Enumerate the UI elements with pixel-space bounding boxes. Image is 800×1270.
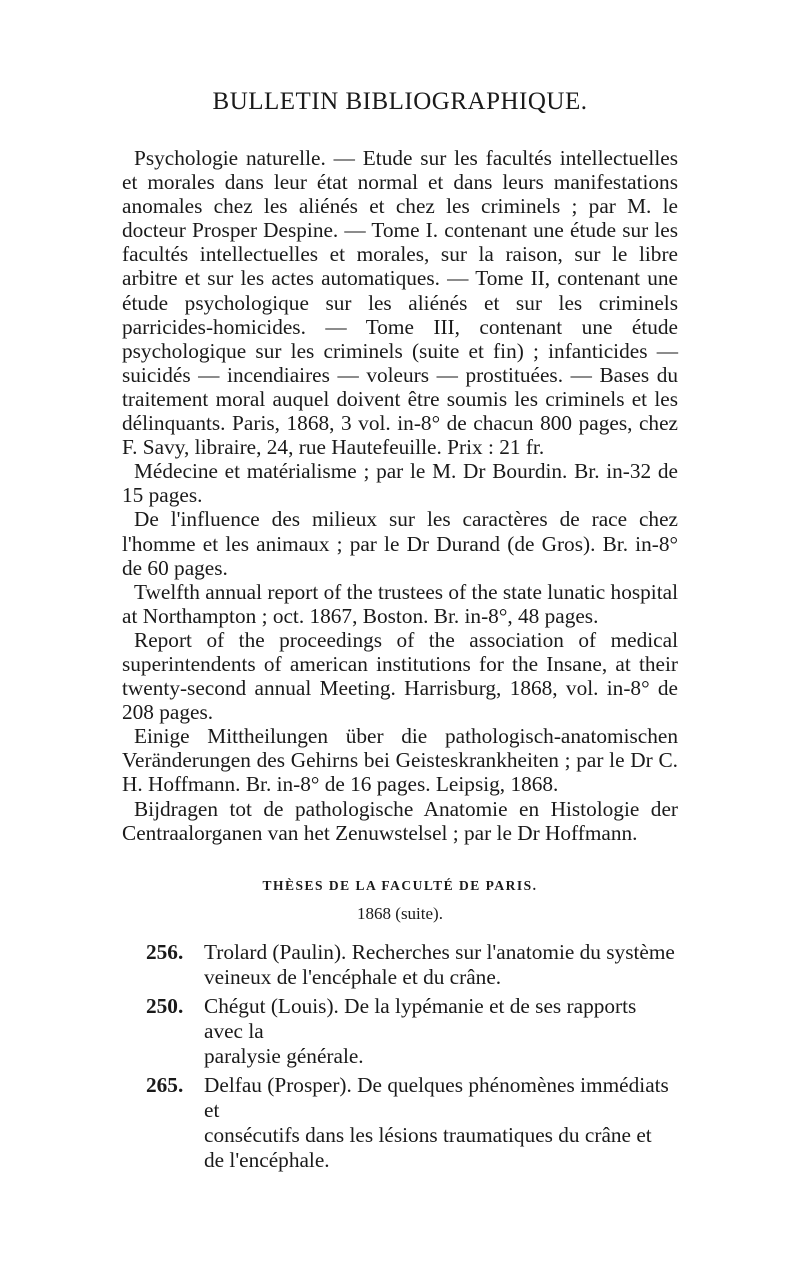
- entry-medecine-materialisme: Médecine et matérialisme ; par le M. Dr Bourdin. Br. in-32 de 15 pages.: [122, 459, 678, 508]
- thesis-text-line1: Trolard (Paulin). Recherches sur l'anatomie du système: [204, 940, 675, 964]
- section-title: THÈSES DE LA FACULTÉ DE PARIS.: [262, 878, 538, 893]
- thesis-number: 250.: [146, 994, 184, 1018]
- entry-twelfth-annual-report: Twelfth annual report of the trustees of the state lunatic hospital at Northampton ; oct. 1867, Boston. Br. in-8°, 48 pages.: [122, 579, 678, 628]
- thesis-number: 265.: [146, 1073, 184, 1097]
- entry-report-proceedings: Report of the proceedings of the association of medical superintendents of american institutions for the Insane, at their twenty-second annual Meeting. Harrisburg, 1868, vol. in-8° de 208 pages.: [122, 627, 678, 725]
- thesis-number: 256.: [146, 940, 184, 964]
- thesis-text-line1: Delfau (Prosper). De quelques phénomènes immédiats et: [204, 1073, 669, 1122]
- entry-influence-milieux: De l'influence des milieux sur les caractères de race chez l'homme et les animaux ; par le Dr Durand (de Gros). Br. in-8° de 60 pages.: [122, 507, 678, 580]
- thesis-text-line2: consécutifs dans les lésions traumatiques du crâne et de l'encéphale.: [204, 1123, 652, 1172]
- entry-einige-mittheilungen: Einige Mittheilungen über die pathologisch-anatomischen Veränderungen des Gehirns bei Geisteskrankheiten ; par le Dr C. H. Hoffmann. Br. in-8° de 16 pages. Leipsig, 1868.: [122, 724, 678, 797]
- list-item: [146, 1073, 676, 1173]
- thesis-text-line2: veineux de l'encéphale et du crâne.: [204, 965, 502, 989]
- thesis-text-line2: paralysie générale.: [204, 1044, 364, 1068]
- entry-bijdragen: Bijdragen tot de pathologische Anatomie en Histologie der Centraalorganen van het Zenuwstelsel ; par le Dr Hoffmann.: [122, 796, 678, 845]
- page-header: BULLETIN BIBLIOGRAPHIQUE.: [212, 88, 588, 115]
- section-subtitle: 1868 (suite).: [357, 904, 443, 923]
- theses-list: [146, 940, 676, 1177]
- list-item: [146, 994, 676, 1069]
- entry-psychologie-naturelle: Psychologie naturelle. — Etude sur les facultés intellectuelles et morales dans leur état normal et dans leurs manifestations anomales chez les aliénés et chez les criminels ; par M. le docteur Prosper Despine. — Tome I. contenant une étude sur les facultés intellectuelles et morales, sur la raison, sur le libre arbitre et sur les actes automatiques. — Tome II, contenant une étude psychologique sur les aliénés et sur les criminels parricides-homicides. — Tome III, contenant une étude psychologique sur les criminels (suite et fin) ; infanticides — suicidés — incendiaires — voleurs — prostituées. — Bases du traitement moral auquel doivent être soumis les criminels et les délinquants. Paris, 1868, 3 vol. in-8° de chacun 800 pages, chez F. Savy, libraire, 24, rue Hautefeuille. Prix : 21 fr.: [122, 146, 678, 460]
- thesis-text-line1: Chégut (Louis). De la lypémanie et de ses rapports avec la: [204, 994, 637, 1043]
- bibliography-entries: [122, 146, 678, 845]
- list-item: [146, 940, 676, 990]
